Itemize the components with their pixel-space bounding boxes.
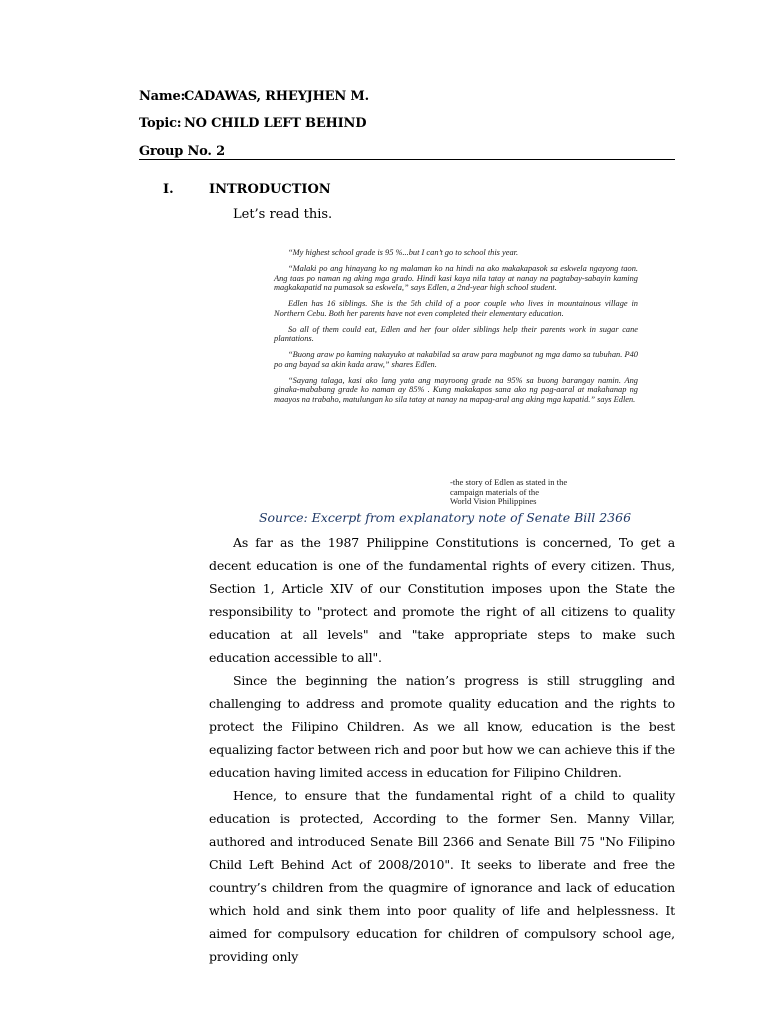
- section-title: INTRODUCTION: [209, 182, 331, 197]
- body-paragraph: Hence, to ensure that the fundamental right of a child to quality education is protected, According to the former Sen. Manny Villar, authored and introduced Senate Bill 2366 and Senate Bill 75 "No Filipino Child Left Behind Act of 2008/2010". It seeks to liberate and free the country’s children from the quagmire of ignorance and lack of education which hold and sink them into poor quality of life and helplessness. It aimed for compulsory education for children of compulsory school age, providing only: [209, 788, 675, 964]
- attribution-line: World Vision Philippines: [450, 496, 537, 506]
- attribution-line: -the story of Edlen as stated in the: [450, 477, 568, 487]
- excerpt-paragraph: “My highest school grade is 95 %...but I can’t go to school this year.: [288, 248, 519, 257]
- excerpt-paragraph: “Buong araw po kaming nakayuko at nakabilad sa araw para magbunot ng mga damo sa tubuhan. P40 po ang bayad sa akin kada araw,” shares Edlen.: [274, 350, 638, 369]
- excerpt-paragraph: So all of them could eat, Edlen and her four older siblings help their parents work in sugar cane plantations.: [274, 324, 638, 343]
- topic-line: [139, 116, 366, 131]
- excerpt-paragraph: “Malaki po ang hinayang ko ng malaman ko na hindi na ako makakapasok sa eskwela ngayong taon. Ang taas po naman ng aking mga grado. Hindi kasi kaya nila tatay at nanay na pagtabay-sabayin kaming magkakapatid na pumasok sa eskwela,” says Edlen, a 2nd-year high school student.: [274, 264, 638, 292]
- header-rule: [139, 159, 675, 160]
- excerpt-attribution: [450, 478, 650, 507]
- excerpt-paragraph: Edlen has 16 siblings. She is the 5th child of a poor couple who lives in mountainous village in Northern Cebu. Both her parents have not even completed their elementary education.: [274, 299, 638, 318]
- name-value: CADAWAS, RHEYJHEN M.: [184, 89, 369, 104]
- body-paragraph: As far as the 1987 Philippine Constitutions is concerned, To get a decent education is one of the fundamental rights of every citizen. Thus, Section 1, Article XIV of our Constitution imposes upon the State the responsibility to "protect and promote the right of all citizens to quality education at all levels" and "take appropriate steps to make such education accessible to all".: [209, 535, 675, 665]
- excerpt-image: [274, 248, 638, 411]
- topic-key: Topic:: [139, 116, 182, 131]
- topic-value: NO CHILD LEFT BEHIND: [184, 116, 367, 131]
- body-paragraph: Since the beginning the nation’s progress is still struggling and challenging to address and promote quality education and the rights to protect the Filipino Children. As we all know, education is the best equalizing factor between rich and poor but how we can achieve this if the education having limited access in education for Filipino Children.: [209, 673, 675, 780]
- attribution-line: campaign materials of the: [450, 486, 540, 497]
- section-lead: Let’s read this.: [233, 207, 333, 222]
- body-text: [209, 531, 675, 968]
- excerpt-caption: Source: Excerpt from explanatory note of Senate Bill 2366: [258, 510, 632, 525]
- section-number: I.: [163, 182, 174, 197]
- name-key: Name:: [139, 89, 186, 104]
- excerpt-paragraph: “Sayang talaga, kasi ako lang yata ang mayroong grade na 95% sa buong barangay namin. Ang ginaka-mababang grade ko naman ay 85% . Kung makakapos sana ako ng pag-aaral at makahanap ng maayos na trabaho, matulungan ko sila tatay at nanay na mapag-aral ang aking mga kapatid.” says Edlen.: [274, 375, 638, 404]
- group-line: Group No. 2: [139, 144, 225, 159]
- name-line: [139, 89, 369, 104]
